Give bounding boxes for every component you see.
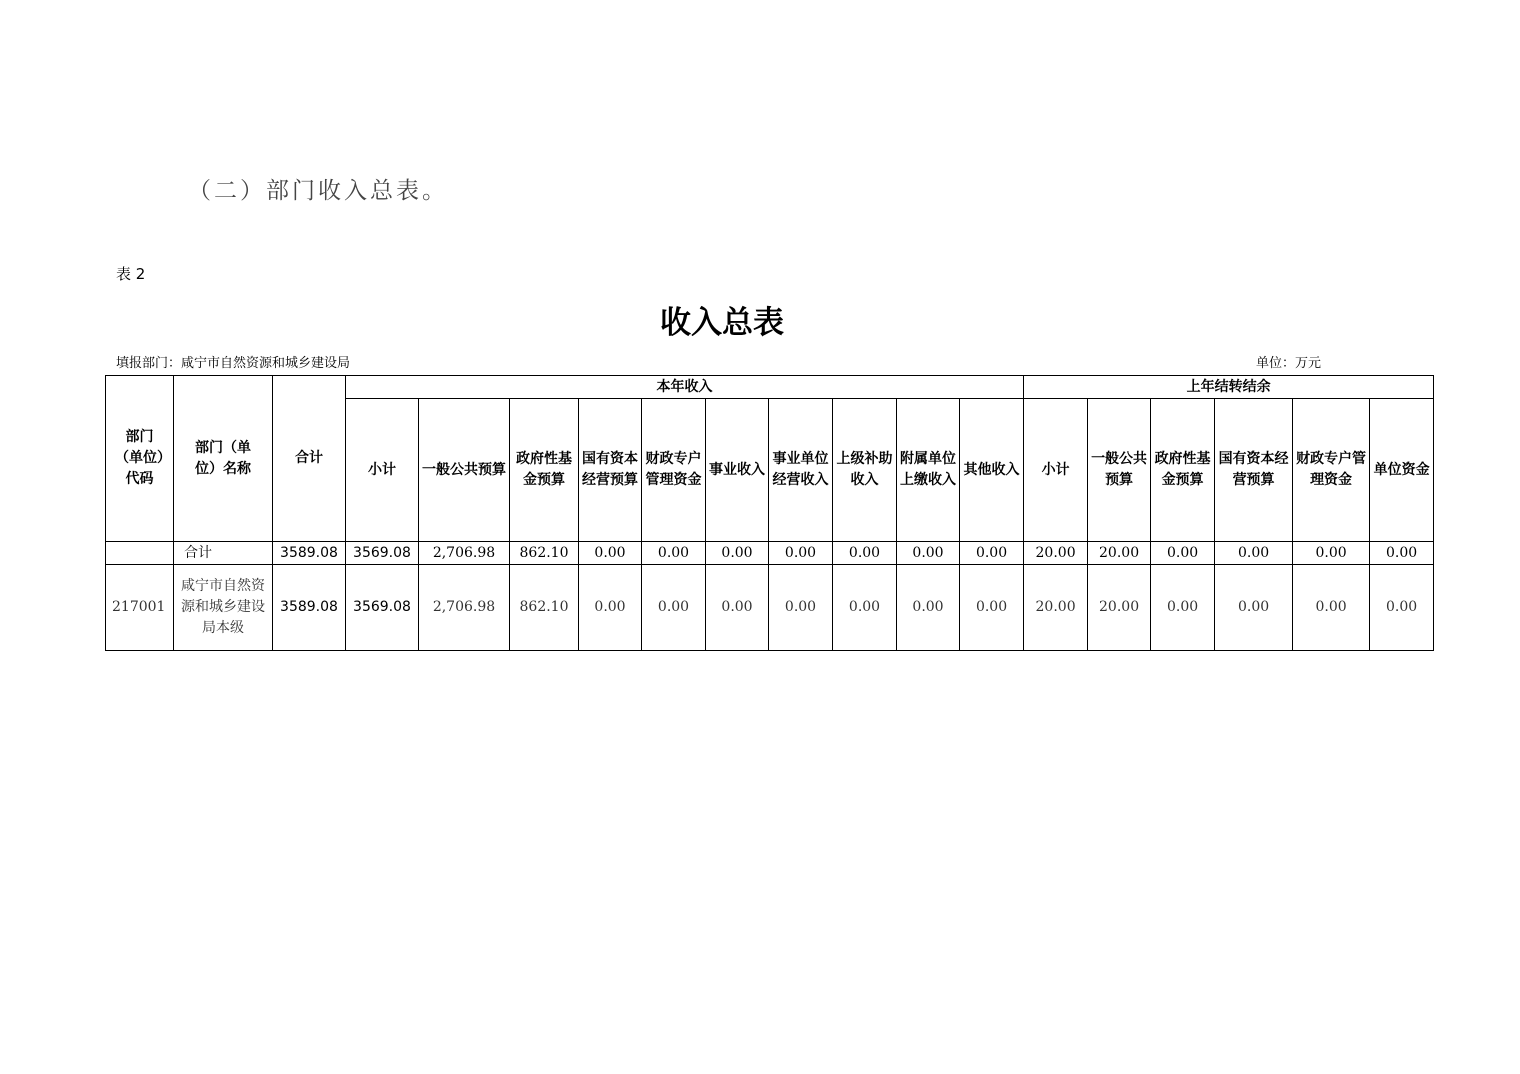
row-name: 咸宁市自然资源和城乡建设局本级 [174, 565, 273, 651]
header-current-0: 小计 [346, 399, 419, 542]
sum-row [106, 542, 1434, 565]
row-value-1: 3569.08 [346, 565, 419, 651]
sum-value-4: 0.00 [579, 542, 642, 565]
unit-label: 单位：万元 [1256, 356, 1322, 371]
sum-value-3: 862.10 [510, 542, 579, 565]
header-group-prev: 上年结转结余 [1024, 376, 1434, 399]
page-title: 收入总表 [660, 305, 784, 341]
header-current-2: 政府性基金预算 [510, 399, 579, 542]
header-current-4: 财政专户管理资金 [642, 399, 706, 542]
row-value-16: 0.00 [1370, 565, 1434, 651]
sum-code-cell [106, 542, 174, 565]
header-code: 部门（单位）代码 [106, 376, 174, 542]
row-value-15: 0.00 [1293, 565, 1370, 651]
row-value-13: 0.00 [1151, 565, 1215, 651]
reporting-department: 填报部门：咸宁市自然资源和城乡建设局 [116, 356, 351, 371]
header-prev-2: 政府性基金预算 [1151, 399, 1215, 542]
row-value-10: 0.00 [960, 565, 1024, 651]
sum-value-6: 0.00 [706, 542, 769, 565]
sum-value-0: 3589.08 [273, 542, 346, 565]
table-number: 表 2 [116, 265, 146, 283]
header-prev-0: 小计 [1024, 399, 1088, 542]
sum-value-7: 0.00 [769, 542, 833, 565]
header-current-9: 其他收入 [960, 399, 1024, 542]
row-value-8: 0.00 [833, 565, 897, 651]
sum-value-12: 20.00 [1088, 542, 1151, 565]
row-code: 217001 [106, 565, 174, 651]
header-current-3: 国有资本经营预算 [579, 399, 642, 542]
sum-value-16: 0.00 [1370, 542, 1434, 565]
sum-value-5: 0.00 [642, 542, 706, 565]
sum-value-13: 0.00 [1151, 542, 1215, 565]
header-group-current: 本年收入 [346, 376, 1024, 399]
sum-value-2: 2,706.98 [419, 542, 510, 565]
header-prev-3: 国有资本经营预算 [1215, 399, 1293, 542]
row-value-6: 0.00 [706, 565, 769, 651]
income-summary-table [105, 375, 1434, 651]
row-value-3: 862.10 [510, 565, 579, 651]
sum-value-14: 0.00 [1215, 542, 1293, 565]
header-current-7: 上级补助收入 [833, 399, 897, 542]
header-current-8: 附属单位上缴收入 [897, 399, 960, 542]
row-value-0: 3589.08 [273, 565, 346, 651]
sum-value-10: 0.00 [960, 542, 1024, 565]
header-name: 部门（单位）名称 [174, 376, 273, 542]
header-current-1: 一般公共预算 [419, 399, 510, 542]
header-prev-1: 一般公共预算 [1088, 399, 1151, 542]
sum-value-15: 0.00 [1293, 542, 1370, 565]
section-heading: （二）部门收入总表。 [188, 178, 448, 204]
row-value-2: 2,706.98 [419, 565, 510, 651]
sum-value-11: 20.00 [1024, 542, 1088, 565]
header-total: 合计 [273, 376, 346, 542]
sum-value-1: 3569.08 [346, 542, 419, 565]
header-current-5: 事业收入 [706, 399, 769, 542]
header-current-6: 事业单位经营收入 [769, 399, 833, 542]
table-row [106, 565, 1434, 651]
row-value-7: 0.00 [769, 565, 833, 651]
row-value-14: 0.00 [1215, 565, 1293, 651]
row-value-9: 0.00 [897, 565, 960, 651]
sum-value-9: 0.00 [897, 542, 960, 565]
row-value-12: 20.00 [1088, 565, 1151, 651]
sum-label: 合计 [174, 542, 273, 565]
header-prev-5: 单位资金 [1370, 399, 1434, 542]
row-value-4: 0.00 [579, 565, 642, 651]
sum-value-8: 0.00 [833, 542, 897, 565]
row-value-5: 0.00 [642, 565, 706, 651]
row-value-11: 20.00 [1024, 565, 1088, 651]
header-prev-4: 财政专户管理资金 [1293, 399, 1370, 542]
